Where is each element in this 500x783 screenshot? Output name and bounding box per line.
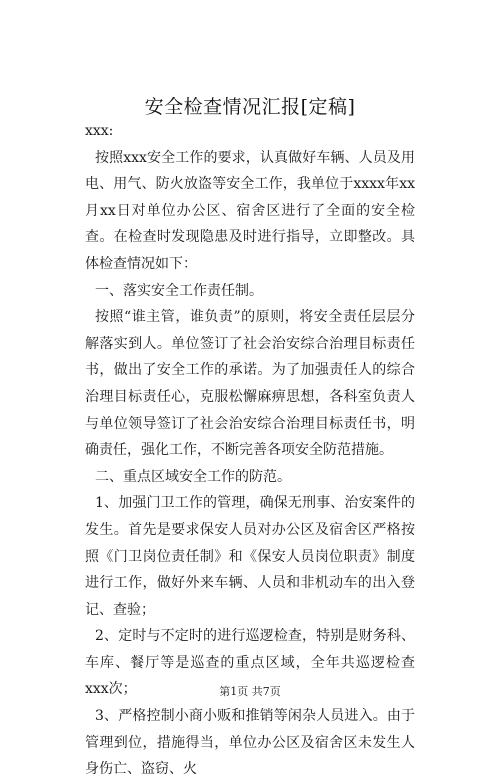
paragraph: 按照“谁主管，谁负责”的原则，将安全责任层层分解落实到人。单位签订了社会治安综合治理目标责任书，做出了安全工作的承诺。为了加强责任人的综合治理目标责任心，克服松懈麻痹思想，各科室负责人与单位领导签订了社会治安综合治理目标责任书，明确责任，强化工作，不断完善各项安全防范措施。 xyxy=(85,309,415,459)
paragraph: 1、加强门卫工作的管理，确保无刑事、治安案件的发生。首先是要求保安人员对办公区及宿舍区严格按照《门卫岗位责任制》和《保安人员岗位职责》制度进行工作，做好外来车辆、人员和非机动车的出入登记、查验； xyxy=(85,495,415,618)
paragraph: 2、定时与不定时的进行巡逻检查，特别是财务科、车库、餐厅等是巡查的重点区域，全年共巡逻检查xxx次； xyxy=(85,628,415,698)
section-heading: 二、重点区域安全工作的防范。 xyxy=(95,468,291,485)
paragraph: 按照xxx安全工作的要求，认真做好车辆、人员及用电、用气、防火放盗等安全工作，我单位于xxxx年xx月xx日对单位办公区、宿舍区进行了全面的安全检查。在检查时发现隐患及时进行指导，立即整改。具体检查情况如下： xyxy=(85,149,415,272)
document-title: 安全检查情况汇报[定稿] xyxy=(144,96,356,118)
section-heading: 一、落实安全工作责任制。 xyxy=(95,282,263,299)
paragraph: 3、严格控制小商小贩和推销等闲杂人员进入。由于管理到位，措施得当，单位办公区及宿舍区未发生人身伤亡、盗窃、火 xyxy=(85,708,415,778)
salutation: xxx: xyxy=(85,123,114,139)
page-footer: 第1页 共7页 xyxy=(219,685,281,698)
